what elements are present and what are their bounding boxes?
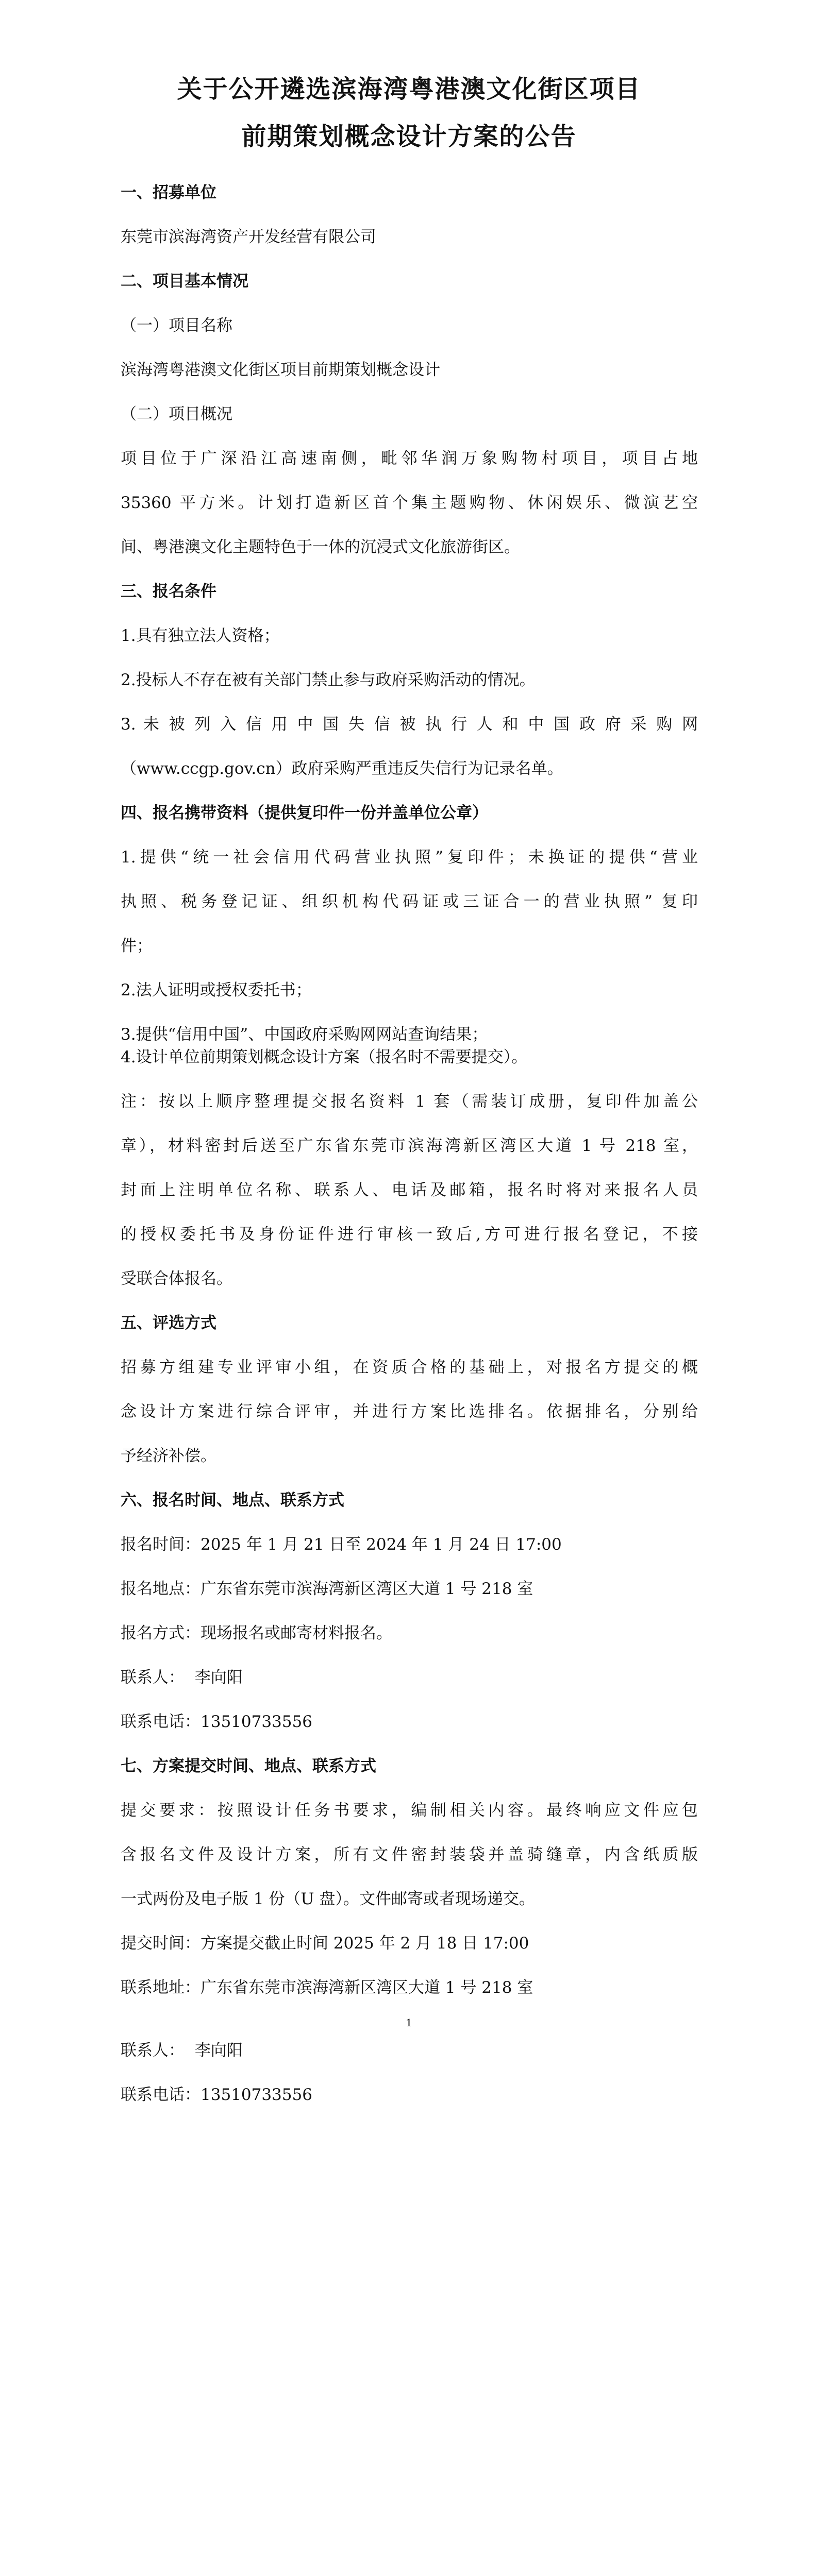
submission-address: 联系地址：广东省东莞市滨海湾新区湾区大道 1 号 218 室 [121,1978,533,1997]
material-3: 3.提供“信用中国”、中国政府采购网网站查询结果； [121,1025,488,1044]
note-line: 的授权委托书及身份证件进行审核一致后,方可进行报名登记，不接 [121,1225,698,1244]
condition-3-line: （www.ccgp.gov.cn）政府采购严重违反失信行为记录名单。 [121,759,563,778]
registration-place: 报名地点：广东省东莞市滨海湾新区湾区大道 1 号 218 室 [121,1580,533,1598]
registration-time: 报名时间：2025 年 1 月 21 日至 2024 年 1 月 24 日 17:00 [121,1535,562,1554]
project-name: 滨海湾粤港澳文化街区项目前期策划概念设计 [121,361,440,379]
note-line: 受联合体报名。 [121,1269,232,1288]
condition-2: 2.投标人不存在被有关部门禁止参与政府采购活动的情况。 [121,671,536,689]
document-title-line-1: 关于公开遴选滨海湾粤港澳文化街区项目 [177,75,641,104]
section-3-heading: 三、报名条件 [121,582,216,601]
submission-time: 提交时间：方案提交截止时间 2025 年 2 月 18 日 17:00 [121,1934,529,1953]
section-7-heading: 七、方案提交时间、地点、联系方式 [121,1757,376,1775]
submission-requirement-line: 一式两份及电子版 1 份（U 盘）。文件邮寄或者现场递交。 [121,1890,535,1908]
project-name-subheading: （一）项目名称 [121,316,232,335]
section-6-heading: 六、报名时间、地点、联系方式 [121,1491,344,1510]
page-number: 1 [406,2016,412,2029]
material-1-line: 执照、税务登记证、组织机构代码证或三证合一的营业执照” 复印 [121,892,698,911]
registration-phone: 联系电话：13510733556 [121,1713,312,1731]
condition-3-line: 3. 未 被 列 入 信 用 中 国 失 信 被 执 行 人 和 中 国 政 府 采 购 网 [121,715,698,734]
note-line: 注：按以上顺序整理提交报名资料 1 套（需装订成册，复印件加盖公 [121,1092,698,1111]
project-overview-line: 项目位于广深沿江高速南侧，毗邻华润万象购物村项目，项目占地 [121,449,698,468]
submission-contact: 联系人： 李向阳 [121,2041,243,2060]
section-2-heading: 二、项目基本情况 [121,272,248,291]
registration-contact: 联系人： 李向阳 [121,1668,243,1687]
recruiting-company: 东莞市滨海湾资产开发经营有限公司 [121,228,376,246]
evaluation-line: 念设计方案进行综合评审，并进行方案比选排名。依据排名，分别给 [121,1402,698,1421]
evaluation-line: 招募方组建专业评审小组，在资质合格的基础上，对报名方提交的概 [121,1358,698,1377]
project-overview-subheading: （二）项目概况 [121,405,232,423]
note-line: 封面上注明单位名称、联系人、电话及邮箱，报名时将对来报名人员 [121,1181,698,1199]
section-5-heading: 五、评选方式 [121,1314,216,1332]
project-overview-line: 间、粤港澳文化主题特色于一体的沉浸式文化旅游街区。 [121,538,520,556]
material-1-line: 件； [121,937,153,955]
section-4-heading: 四、报名携带资料（提供复印件一份并盖单位公章） [121,804,488,822]
section-1-heading: 一、招募单位 [121,183,216,202]
submission-requirement-line: 含报名文件及设计方案，所有文件密封装袋并盖骑缝章，内含纸质版 [121,1845,698,1864]
project-overview-line: 35360 平方米。计划打造新区首个集主题购物、休闲娱乐、微演艺空 [121,494,698,512]
material-1-line: 1.提供“统一社会信用代码营业执照”复印件；未换证的提供“营业 [121,848,698,867]
evaluation-line: 予经济补偿。 [121,1447,216,1465]
condition-1: 1.具有独立法人资格； [121,626,280,645]
submission-requirement-line: 提交要求：按照设计任务书要求，编制相关内容。最终响应文件应包 [121,1801,698,1820]
registration-method: 报名方式：现场报名或邮寄材料报名。 [121,1624,392,1642]
material-4: 4.设计单位前期策划概念设计方案（报名时不需要提交）。 [121,1048,528,1066]
material-2: 2.法人证明或授权委托书； [121,981,312,999]
document-title-line-2: 前期策划概念设计方案的公告 [241,122,577,151]
submission-phone: 联系电话：13510733556 [121,2086,312,2104]
note-line: 章），材料密封后送至广东省东莞市滨海湾新区湾区大道 1 号 218 室， [121,1137,698,1155]
